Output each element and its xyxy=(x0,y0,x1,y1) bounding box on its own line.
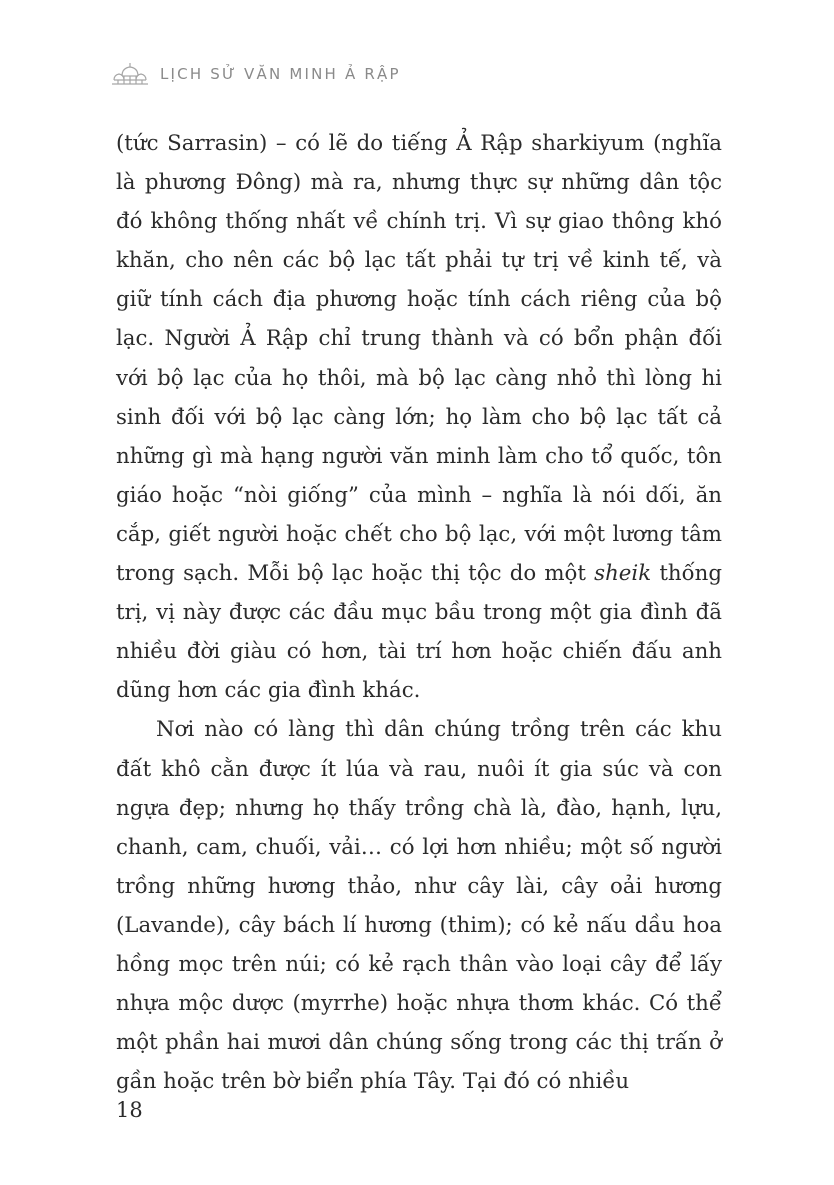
body-text xyxy=(116,124,722,1101)
paragraph-text: (tức Sarrasin) – có lẽ do tiếng Ả Rập sharkiyum (nghĩa là phương Đông) mà ra, nhưng thực sự những dân tộc đó không thống nhất về chính trị. Vì sự giao thông khó khăn, cho nên các bộ lạc tất phải tự trị về kinh tế, và giữ tính cách địa phương hoặc tính cách riêng của bộ lạc. Người Ả Rập chỉ trung thành và có bổn phận đối với bộ lạc của họ thôi, mà bộ lạc càng nhỏ thì lòng hi sinh đối với bộ lạc càng lớn; họ làm cho bộ lạc tất cả những gì mà hạng người văn minh làm cho tổ quốc, tôn giáo hoặc “nòi giống” của mình – nghĩa là nói dối, ăn cắp, giết người hoặc chết cho bộ lạc, với một lương tâm trong sạch. Mỗi bộ lạc hoặc thị tộc do một xyxy=(116,131,722,587)
italic-term: sheik xyxy=(594,561,652,587)
page-number: 18 xyxy=(116,1098,143,1122)
mosque-icon xyxy=(110,62,150,86)
book-title: LỊCH SỬ VĂN MINH Ả RẬP xyxy=(160,65,401,83)
paragraph: Nơi nào có làng thì dân chúng trồng trên các khu đất khô cằn được ít lúa và rau, nuôi ít gia súc và con ngựa đẹp; nhưng họ thấy trồng chà là, đào, hạnh, lựu, chanh, cam, chuối, vải… có lợi hơn nhiều; một số người trồng những hương thảo, như cây lài, cây oải hương (Lavande), cây bách lí hương (thim); có kẻ nấu dầu hoa hồng mọc trên núi; có kẻ rạch thân vào loại cây để lấy nhựa mộc dược (myrrhe) hoặc nhựa thơm khác. Có thể một phần hai mươi dân chúng sống trong các thị trấn ở gần hoặc trên bờ biển phía Tây. Tại đó có nhiều xyxy=(116,717,722,1095)
paragraph-text: thống trị, vị này được các đầu mục bầu trong một gia đình đã nhiều đời giàu có hơn, tài trí hơn hoặc chiến đấu anh dũng hơn các gia đình khác. xyxy=(116,561,722,704)
paragraph xyxy=(116,124,722,710)
running-header xyxy=(110,58,401,90)
